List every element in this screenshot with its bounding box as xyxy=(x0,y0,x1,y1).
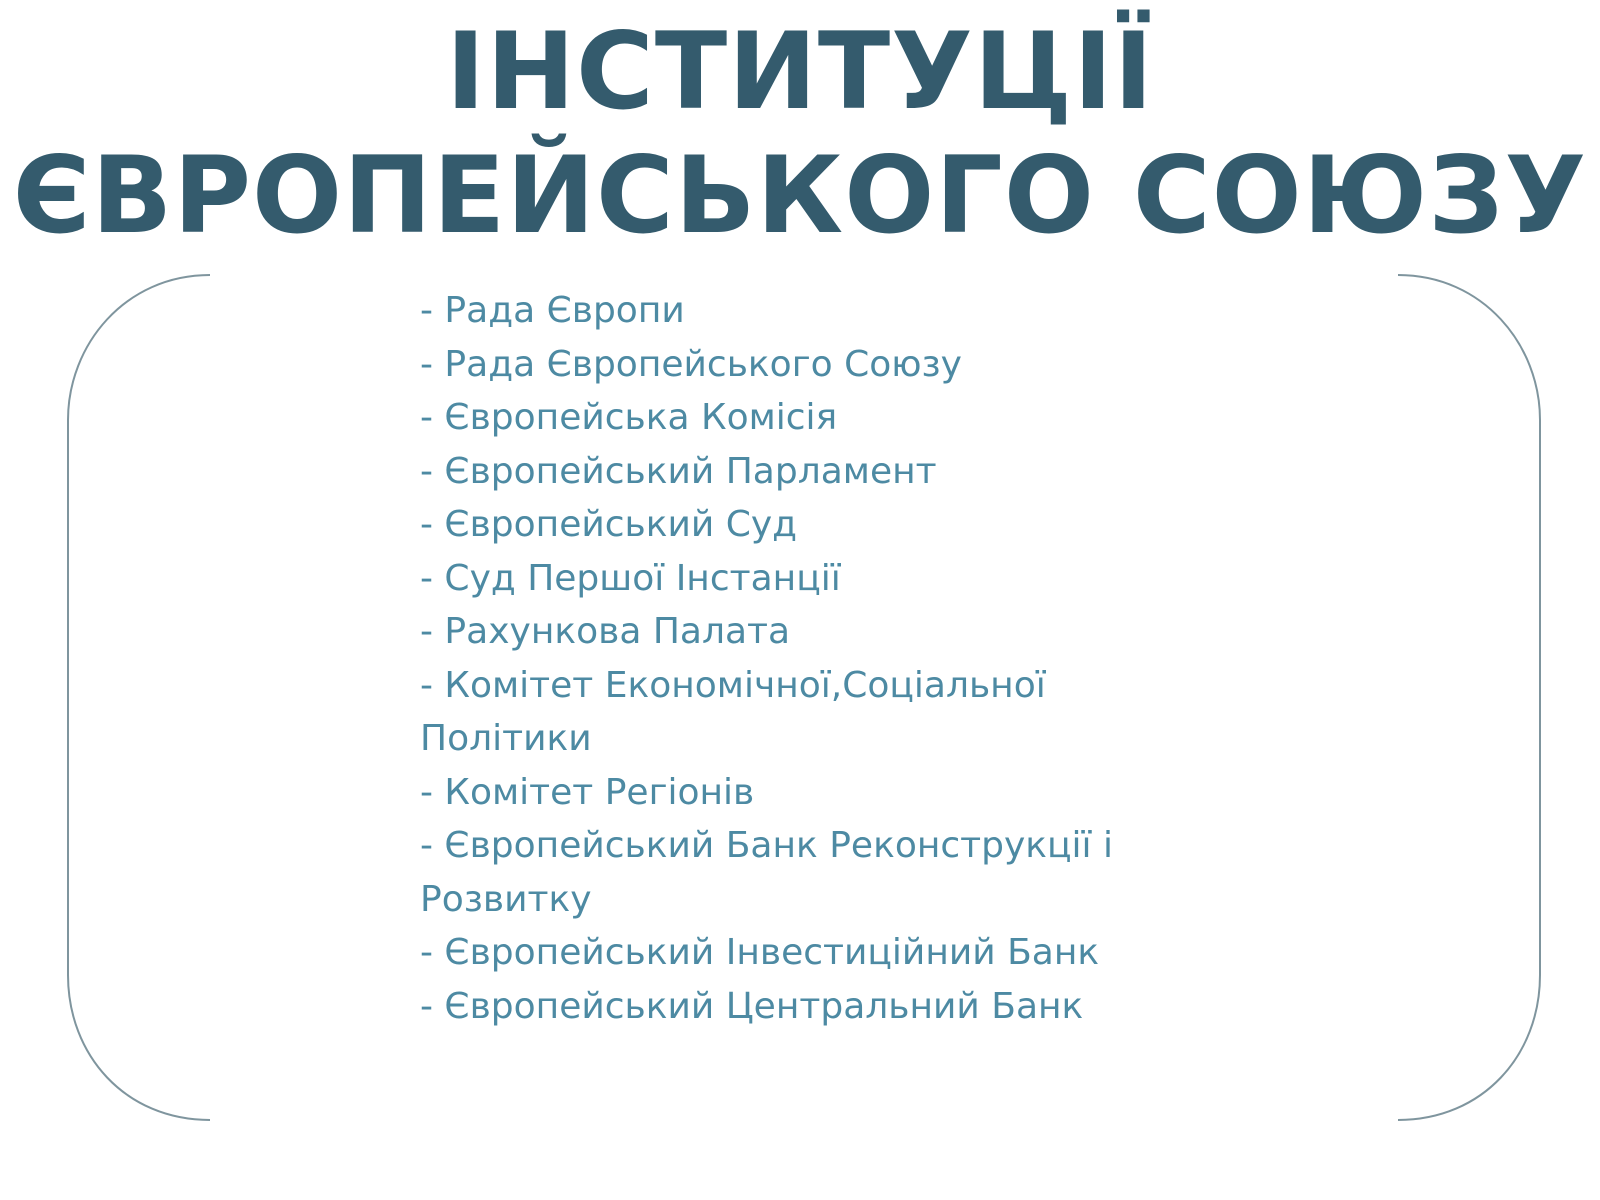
list-item: - Європейський Інвестиційний Банк xyxy=(420,932,1100,973)
list-item: - Суд Першої Інстанції xyxy=(420,557,841,599)
list-item: - Європейський Центральний Банк xyxy=(420,985,1084,1027)
list-item: - Європейський Банк Реконструкції і Розвитку xyxy=(420,825,1113,920)
list-item: - Комітет Економічної,Соціальної Політики xyxy=(420,664,1046,759)
list-item: - Європейський Суд xyxy=(420,504,798,545)
list-item: - Рада Європейського Союзу xyxy=(420,343,962,385)
list-item: - Європейська Комісія xyxy=(420,397,838,438)
slide-title-line-2: ЄВРОПЕЙСЬКОГО СОЮЗУ xyxy=(12,134,1588,257)
list-item: - Європейський Парламент xyxy=(420,450,937,492)
institutions-list xyxy=(420,284,1180,1033)
list-item: - Рахункова Палата xyxy=(420,611,791,652)
right-bracket xyxy=(1398,275,1540,1120)
list-item: - Рада Європи xyxy=(420,290,685,331)
list-item: - Комітет Регіонів xyxy=(420,771,755,813)
slide-title-line-1: ІНСТИТУЦІЇ xyxy=(445,10,1155,133)
left-bracket xyxy=(68,275,210,1120)
